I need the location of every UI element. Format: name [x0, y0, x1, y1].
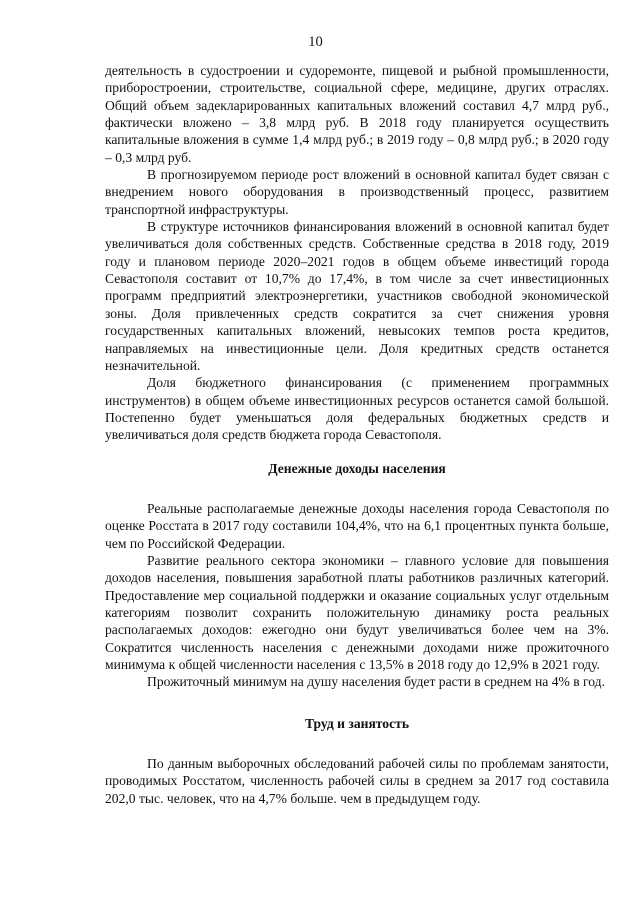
section-heading-labor: Труд и занятость [304, 715, 410, 731]
paragraph-capital-investments: деятельность в судостроении и судоремонте, пищевой и рыбной промышленности, приборостроении, строительстве, социальной сфере, медицине, других отраслях. Общий объем задекларированных капитальных вложений составил 4,7 млрд руб., фактически вложено – 3,8 млрд руб. В 2018 году планируется осуществить капитальные вложения в сумме 1,4 млрд руб.; в 2019 году – 0,8 млрд руб.; в 2020 году – 0,3 млрд руб. [105, 63, 609, 165]
paragraph-budget-financing: Доля бюджетного финансирования (с применением программных инструментов) в общем объеме инвестиционных ресурсов останется самой большой. Постепенно будет уменьшаться доля федеральных бюджетных средств и увеличиваться доля средств бюджета города Севастополя. [105, 375, 609, 443]
page-number: 10 [308, 34, 323, 50]
document-body [105, 62, 609, 807]
paragraph-financing-structure: В структуре источников финансирования вложений в основной капитал будет увеличиваться доля собственных средств. Собственные средства в 2018 году, 2019 году и плановом периоде 2020–2021 годов в общем объеме инвестиций города Севастополя составит от 10,7% до 17,4%, в том числе за счет инвестиционных программ предприятий электроэнергетики, участников свободной экономической зоны. Доля привлеченных средств сократится за счет снижения уровня государственных капитальных вложений, невысоких темпов роста кредитов, направляемых на инвестиционные цели. Доля кредитных средств останется незначительной. [105, 219, 609, 373]
paragraph-real-income: Реальные располагаемые денежные доходы населения города Севастополя по оценке Росстата в 2017 году составили 104,4%, что на 6,1 процентных пункта больше, чем по Российской Федерации. [105, 500, 609, 551]
paragraph-income-growth: Развитие реального сектора экономики – главного условие для повышения доходов населения, повышения заработной платы работников различных категорий. Предоставление мер социальной поддержки и оказание социальных услуг отдельным категориям позволит сохранить положительную динамику роста реальных располагаемых доходов: ежегодно они будут увеличиваться более чем на 3%. Сократится численность населения с денежными доходами ниже прожиточного минимума к общей численности населения с 13,5% в 2018 году до 12,9% в 2021 году. [105, 552, 609, 672]
section-heading-income: Денежные доходы населения [268, 460, 446, 476]
paragraph-subsistence-minimum: Прожиточный минимум на душу населения будет расти в среднем на 4% в год. [147, 674, 605, 690]
paragraph-labor-force: По данным выборочных обследований рабочей силы по проблемам занятости, проводимых Росстатом, численность рабочей силы в среднем за 2017 год составила 202,0 тыс. человек, что на 4,7% больше. чем в предыдущем году. [105, 756, 609, 806]
paragraph-investment-growth: В прогнозируемом периоде рост вложений в основной капитал будет связан с внедрением нового оборудования в производственный процесс, развитием транспортной инфраструктуры. [105, 167, 609, 217]
